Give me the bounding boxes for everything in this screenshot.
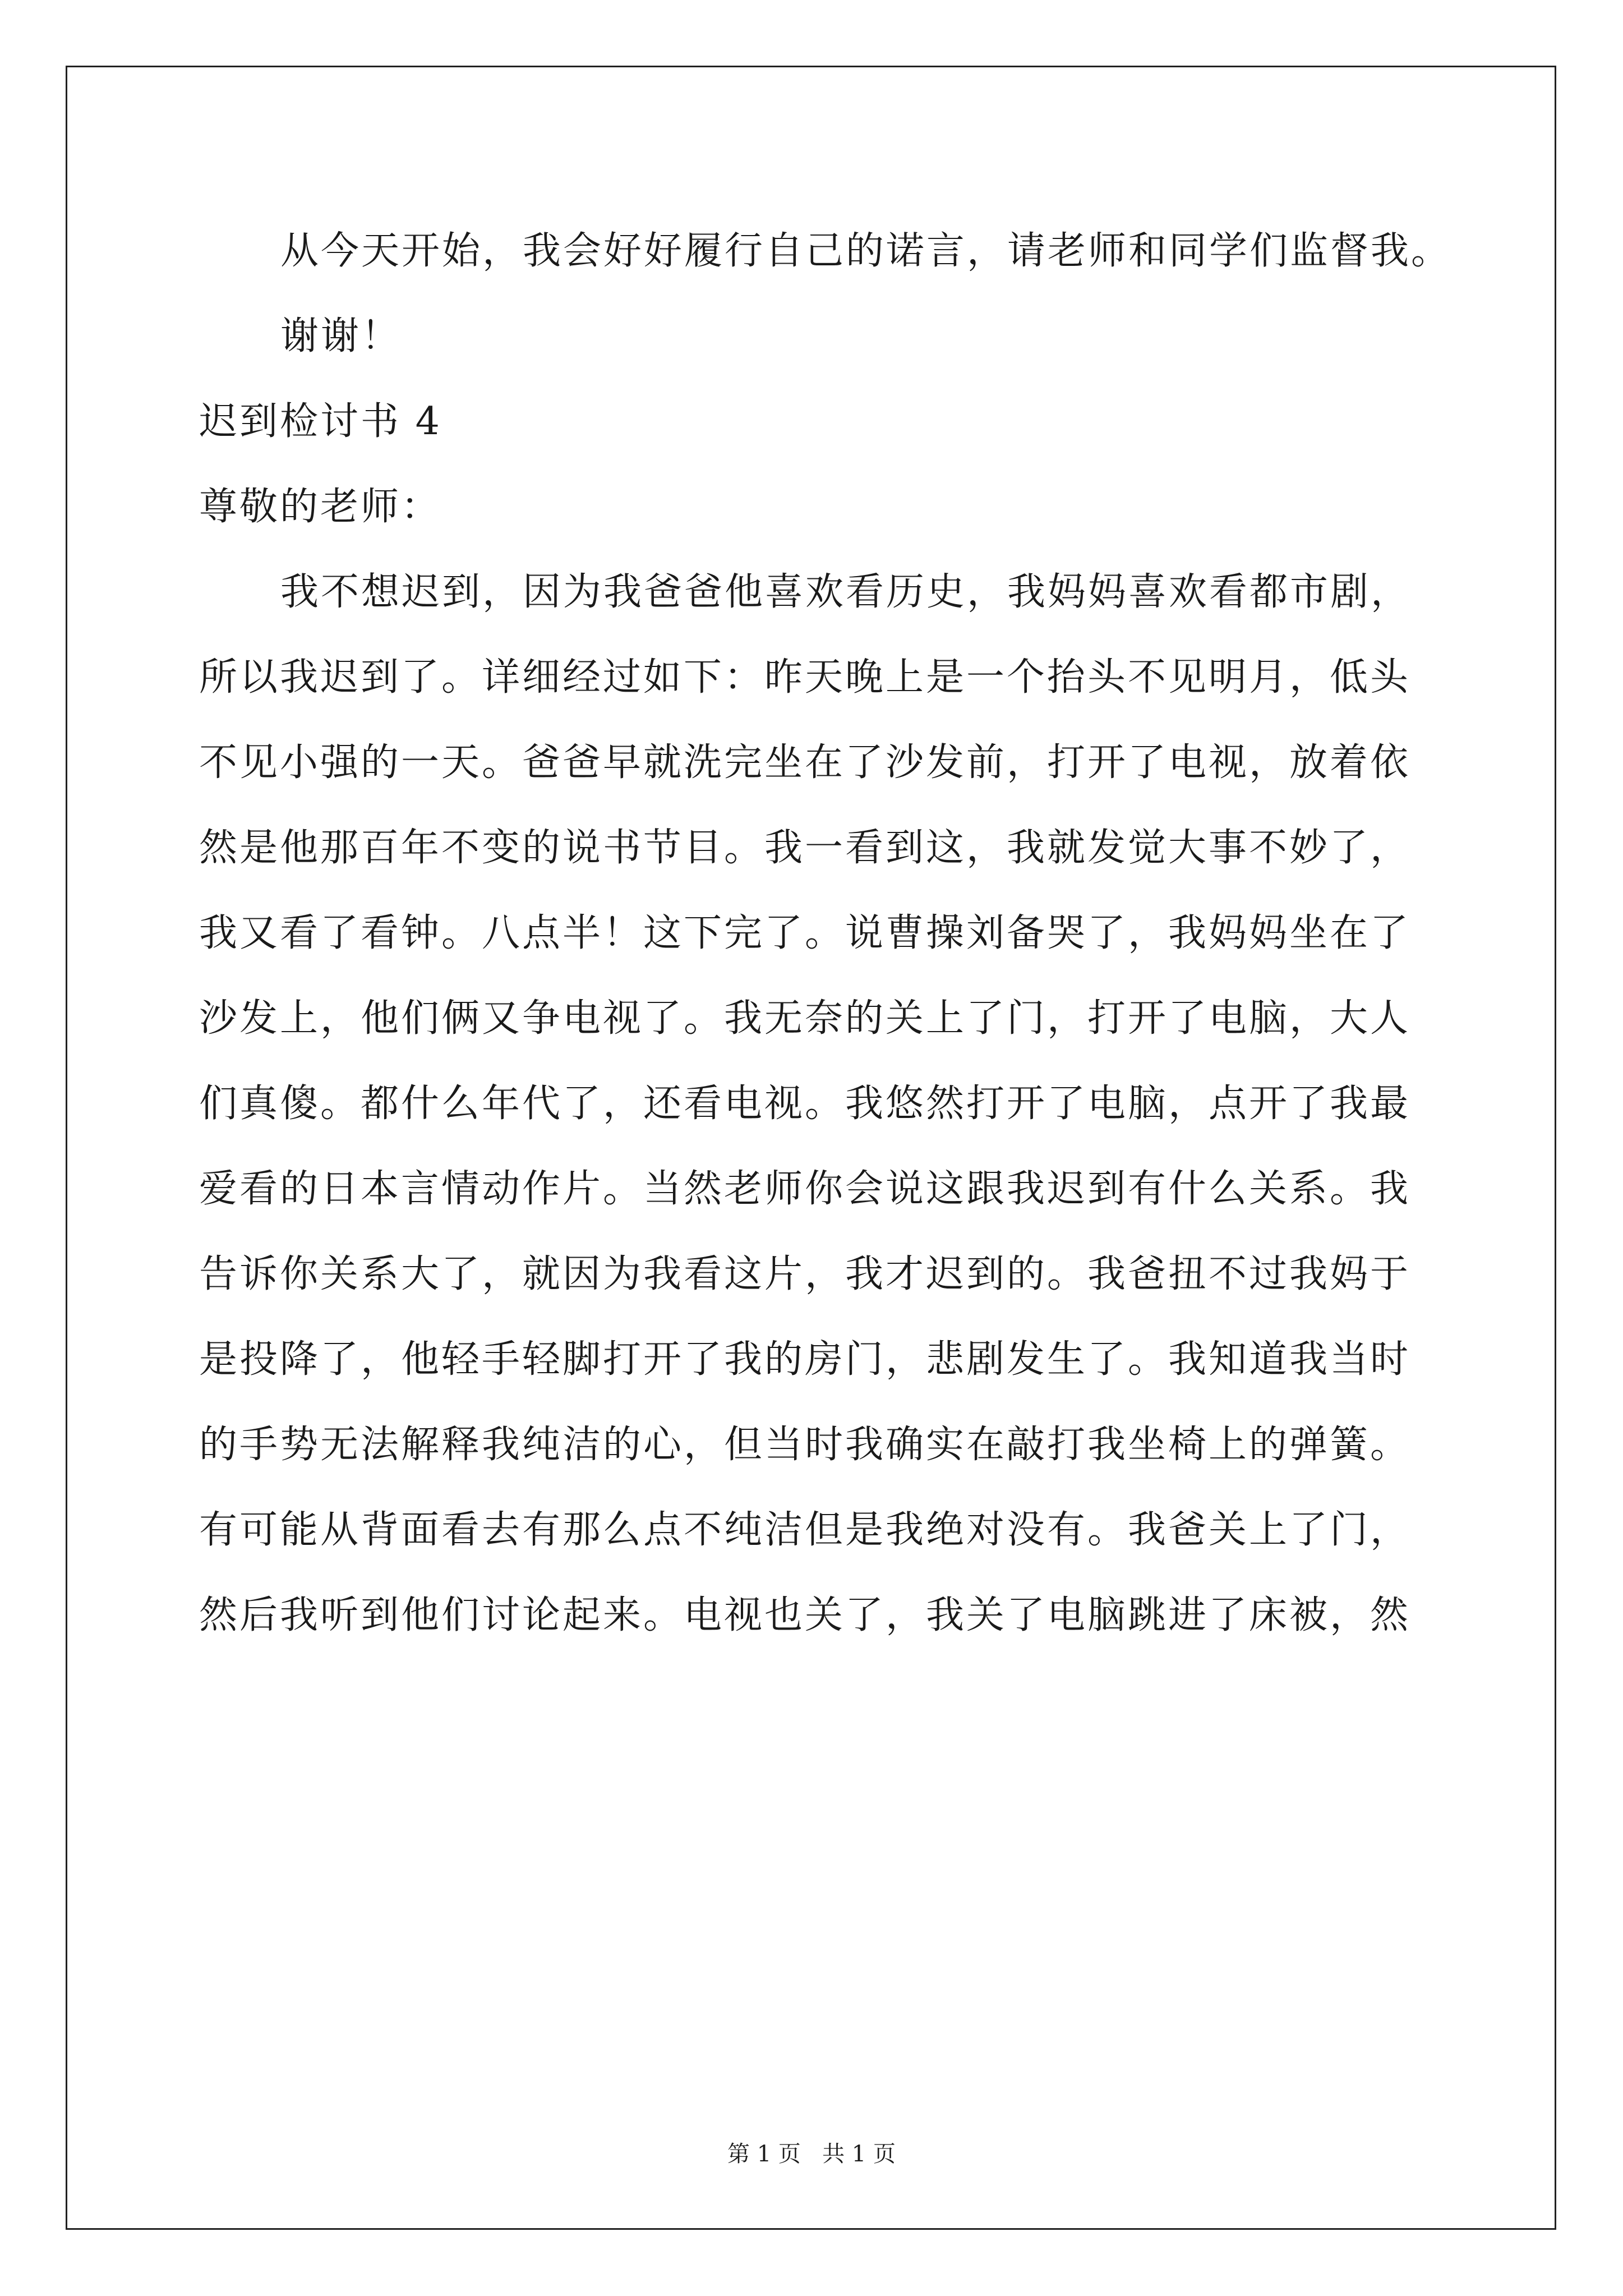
body-line: 沙发上，他们俩又争电视了。我无奈的关上了门，打开了电脑，大人 (199, 996, 1411, 1041)
body-line: 我又看了看钟。八点半！这下完了。说曹操刘备哭了，我妈妈坐在了 (199, 911, 1411, 955)
salutation: 尊敬的老师： (199, 485, 442, 529)
section-title: 迟到检讨书 4 (199, 399, 442, 444)
thanks-line: 谢谢！ (280, 314, 402, 358)
body-line: 不见小强的一天。爸爸早就洗完坐在了沙发前，打开了电视，放着依 (199, 740, 1411, 785)
body-line: 所以我迟到了。详细经过如下：昨天晚上是一个抬头不见明月，低头 (199, 655, 1411, 700)
page-number-footer: 第 1 页 共 1 页 (727, 2141, 896, 2167)
body-line: 然后我听到他们讨论起来。电视也关了，我关了电脑跳进了床被，然 (199, 1593, 1411, 1637)
body-line: 然是他那百年不变的说书节目。我一看到这，我就发觉大事不妙了， (199, 826, 1411, 870)
closing-promise-line: 从今天开始，我会好好履行自己的诺言，请老师和同学们监督我。 (280, 229, 1452, 273)
body-line: 的手势无法解释我纯洁的心，但当时我确实在敲打我坐椅上的弹簧。 (199, 1423, 1411, 1467)
body-line: 告诉你关系大了，就因为我看这片，我才迟到的。我爸扭不过我妈于 (199, 1252, 1411, 1296)
body-line: 是投降了，他轻手轻脚打开了我的房门，悲剧发生了。我知道我当时 (199, 1337, 1411, 1382)
body-line: 们真傻。都什么年代了，还看电视。我悠然打开了电脑，点开了我最 (199, 1082, 1411, 1126)
page-border (66, 66, 1556, 2230)
body-line: 爱看的日本言情动作片。当然老师你会说这跟我迟到有什么关系。我 (199, 1167, 1411, 1211)
body-line: 我不想迟到，因为我爸爸他喜欢看历史，我妈妈喜欢看都市剧， (280, 570, 1412, 614)
body-line: 有可能从背面看去有那么点不纯洁但是我绝对没有。我爸关上了门， (199, 1508, 1411, 1552)
